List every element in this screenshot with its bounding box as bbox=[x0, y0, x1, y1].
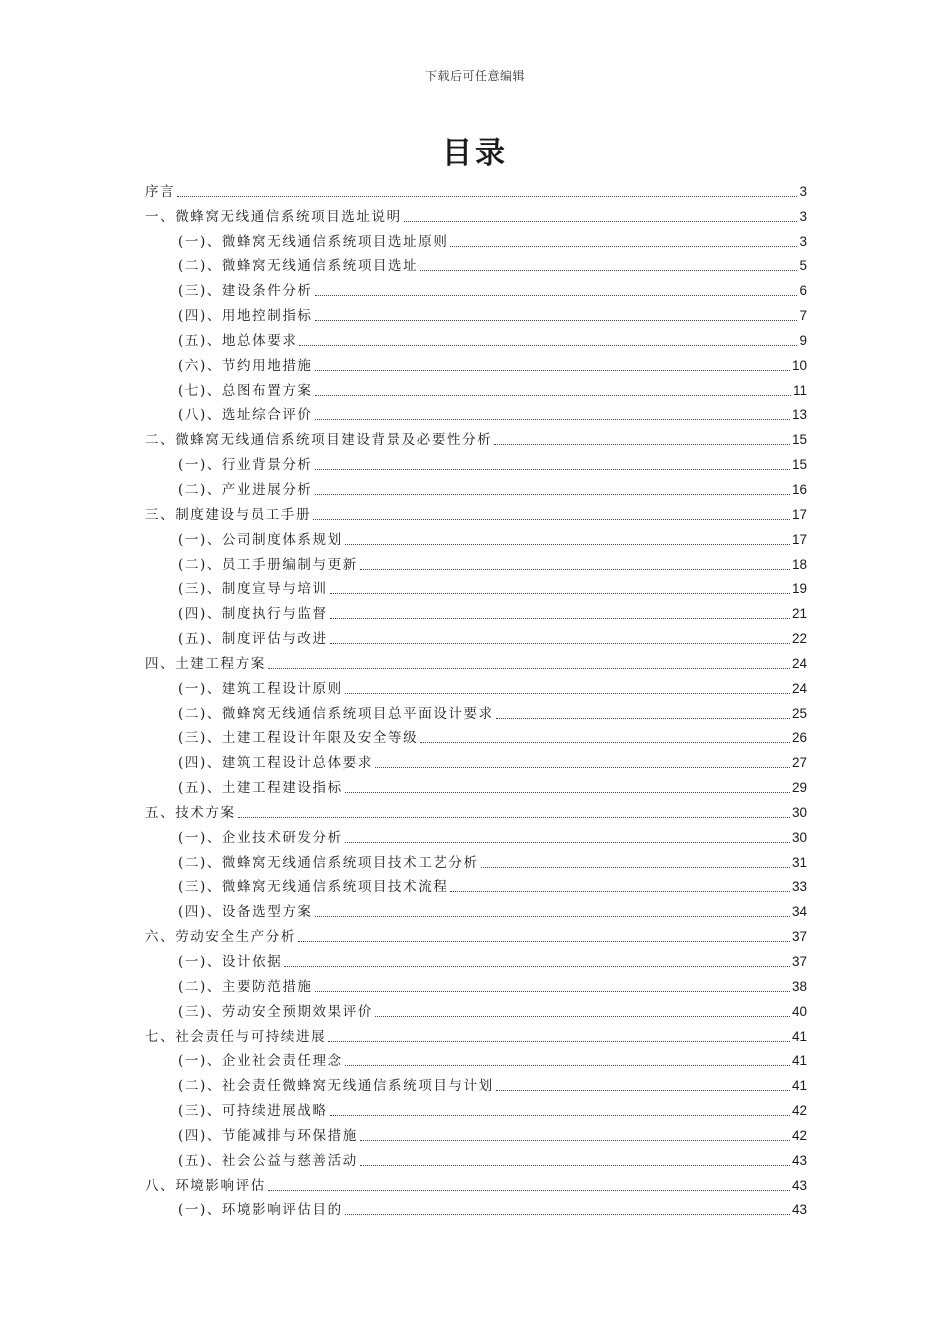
toc-entry[interactable] bbox=[145, 499, 807, 524]
toc-entry[interactable] bbox=[145, 673, 807, 698]
toc-entry-label: 六、劳动安全生产分析 bbox=[145, 929, 296, 946]
toc-entry-label: (七)、总图布置方案 bbox=[178, 382, 313, 399]
toc-entry-label: (三)、制度宣导与培训 bbox=[178, 581, 328, 598]
toc-entry-page-number: 17 bbox=[791, 531, 807, 547]
toc-dot-leader bbox=[238, 817, 790, 818]
toc-entry[interactable] bbox=[145, 375, 807, 400]
toc-dot-leader bbox=[345, 693, 790, 694]
toc-entry[interactable] bbox=[145, 747, 807, 772]
toc-dot-leader bbox=[315, 916, 790, 917]
toc-entry-label: (二)、主要防范措施 bbox=[178, 978, 313, 995]
toc-entry[interactable] bbox=[145, 325, 807, 350]
toc-entry-label: (一)、企业技术研发分析 bbox=[178, 829, 343, 846]
toc-entry-label: (一)、企业社会责任理念 bbox=[178, 1053, 343, 1070]
toc-dot-leader bbox=[268, 1190, 790, 1191]
toc-entry-label: 四、土建工程方案 bbox=[145, 655, 266, 672]
toc-entry[interactable] bbox=[145, 400, 807, 425]
toc-entry[interactable] bbox=[145, 1145, 807, 1170]
toc-dot-leader bbox=[496, 1090, 790, 1091]
toc-entry[interactable] bbox=[145, 921, 807, 946]
toc-entry[interactable] bbox=[145, 896, 807, 921]
toc-dot-leader bbox=[330, 618, 790, 619]
toc-dot-leader bbox=[404, 221, 798, 222]
toc-entry[interactable] bbox=[145, 574, 807, 599]
toc-entry-label: (二)、微蜂窝无线通信系统项目技术工艺分析 bbox=[178, 854, 479, 871]
toc-entry-label: (三)、可持续进展战略 bbox=[178, 1103, 328, 1120]
toc-dot-leader bbox=[315, 395, 791, 396]
toc-dot-leader bbox=[268, 668, 790, 669]
toc-dot-leader bbox=[360, 1165, 790, 1166]
toc-entry-page-number: 21 bbox=[791, 606, 807, 622]
toc-entry-label: (六)、节约用地措施 bbox=[178, 357, 313, 374]
toc-entry-page-number: 17 bbox=[791, 506, 807, 522]
toc-entry[interactable] bbox=[145, 1120, 807, 1145]
toc-entry[interactable] bbox=[145, 201, 807, 226]
toc-entry-page-number: 33 bbox=[791, 879, 807, 895]
toc-entry-page-number: 10 bbox=[791, 357, 807, 373]
toc-dot-leader bbox=[450, 891, 790, 892]
toc-entry[interactable] bbox=[145, 275, 807, 300]
toc-entry[interactable] bbox=[145, 598, 807, 623]
toc-dot-leader bbox=[330, 593, 790, 594]
toc-dot-leader bbox=[420, 270, 797, 271]
toc-entry[interactable] bbox=[145, 226, 807, 251]
toc-entry[interactable] bbox=[145, 1170, 807, 1195]
toc-entry[interactable] bbox=[145, 549, 807, 574]
toc-entry-page-number: 11 bbox=[792, 382, 807, 398]
toc-entry-page-number: 6 bbox=[799, 283, 807, 299]
toc-entry-label: (一)、环境影响评估目的 bbox=[178, 1202, 343, 1219]
toc-entry[interactable] bbox=[145, 971, 807, 996]
toc-entry-page-number: 31 bbox=[791, 854, 807, 870]
toc-entry-label: (二)、产业进展分析 bbox=[178, 481, 313, 498]
toc-entry[interactable] bbox=[145, 1095, 807, 1120]
toc-entry[interactable] bbox=[145, 251, 807, 276]
toc-entry-page-number: 43 bbox=[791, 1177, 807, 1193]
toc-entry[interactable] bbox=[145, 797, 807, 822]
toc-entry-label: (三)、微蜂窝无线通信系统项目技术流程 bbox=[178, 879, 449, 896]
toc-entry[interactable] bbox=[145, 623, 807, 648]
toc-dot-leader bbox=[481, 867, 790, 868]
toc-entry-page-number: 24 bbox=[791, 655, 807, 671]
toc-entry[interactable] bbox=[145, 946, 807, 971]
toc-entry[interactable] bbox=[145, 1195, 807, 1220]
toc-dot-leader bbox=[315, 494, 790, 495]
table-of-contents bbox=[145, 176, 807, 1219]
toc-dot-leader bbox=[496, 718, 790, 719]
toc-entry-label: (一)、公司制度体系规划 bbox=[178, 531, 343, 548]
page-title: 目录 bbox=[442, 136, 508, 171]
toc-entry-label: (一)、设计依据 bbox=[178, 954, 283, 970]
toc-entry-page-number: 42 bbox=[791, 1103, 807, 1119]
toc-entry-label: (二)、社会责任微蜂窝无线通信系统项目与计划 bbox=[178, 1078, 494, 1095]
toc-entry[interactable] bbox=[145, 350, 807, 375]
toc-entry[interactable] bbox=[145, 1070, 807, 1095]
toc-entry-label: (二)、微蜂窝无线通信系统项目选址 bbox=[178, 258, 419, 275]
toc-dot-leader bbox=[345, 1214, 790, 1215]
toc-entry[interactable] bbox=[145, 1046, 807, 1071]
toc-dot-leader bbox=[450, 246, 797, 247]
toc-entry-page-number: 7 bbox=[799, 308, 807, 324]
toc-dot-leader bbox=[315, 320, 798, 321]
toc-dot-leader bbox=[330, 1115, 790, 1116]
toc-dot-leader bbox=[330, 643, 790, 644]
toc-entry[interactable] bbox=[145, 1021, 807, 1046]
toc-entry-label: (三)、建设条件分析 bbox=[178, 283, 313, 300]
toc-dot-leader bbox=[494, 444, 790, 445]
toc-dot-leader bbox=[345, 792, 790, 793]
toc-dot-leader bbox=[328, 1041, 790, 1042]
toc-entry-page-number: 41 bbox=[791, 1078, 807, 1094]
toc-dot-leader bbox=[177, 196, 797, 197]
toc-entry-label: (四)、制度执行与监督 bbox=[178, 606, 328, 623]
toc-entry-page-number: 26 bbox=[791, 730, 807, 746]
toc-entry[interactable] bbox=[145, 524, 807, 549]
toc-entry-page-number: 37 bbox=[791, 929, 807, 945]
toc-entry-page-number: 24 bbox=[791, 680, 807, 696]
toc-entry-label: 三、制度建设与员工手册 bbox=[145, 506, 312, 523]
toc-dot-leader bbox=[345, 842, 790, 843]
toc-dot-leader bbox=[360, 569, 790, 570]
toc-entry-page-number: 30 bbox=[791, 804, 807, 820]
toc-entry-label: (二)、微蜂窝无线通信系统项目总平面设计要求 bbox=[178, 705, 494, 722]
toc-dot-leader bbox=[420, 742, 790, 743]
toc-entry-label: (一)、微蜂窝无线通信系统项目选址原则 bbox=[178, 233, 449, 250]
toc-dot-leader bbox=[315, 991, 790, 992]
toc-entry-page-number: 18 bbox=[791, 556, 807, 572]
toc-entry-label: (八)、选址综合评价 bbox=[178, 407, 313, 424]
toc-entry-label: (一)、行业背景分析 bbox=[178, 457, 313, 474]
toc-entry-label: (四)、建筑工程设计总体要求 bbox=[178, 755, 373, 772]
toc-entry-page-number: 27 bbox=[791, 755, 807, 771]
toc-entry[interactable] bbox=[145, 449, 807, 474]
toc-entry-label: (五)、社会公益与慈善活动 bbox=[178, 1152, 358, 1169]
toc-dot-leader bbox=[375, 1016, 790, 1017]
toc-dot-leader bbox=[315, 295, 798, 296]
toc-entry-page-number: 37 bbox=[791, 954, 807, 969]
toc-entry[interactable] bbox=[145, 300, 807, 325]
toc-entry[interactable] bbox=[145, 698, 807, 723]
toc-entry-page-number: 5 bbox=[799, 258, 807, 274]
toc-dot-leader bbox=[315, 469, 790, 470]
toc-entry-label: (一)、建筑工程设计原则 bbox=[178, 680, 343, 697]
toc-entry-page-number: 38 bbox=[791, 978, 807, 994]
toc-entry-page-number: 3 bbox=[799, 208, 807, 224]
toc-entry-page-number: 29 bbox=[791, 780, 807, 796]
toc-entry-page-number: 3 bbox=[799, 183, 807, 199]
toc-dot-leader bbox=[360, 1140, 790, 1141]
toc-dot-leader bbox=[284, 966, 790, 967]
toc-dot-leader bbox=[315, 370, 790, 371]
toc-entry-page-number: 42 bbox=[791, 1127, 807, 1143]
toc-entry[interactable] bbox=[145, 996, 807, 1021]
toc-entry[interactable] bbox=[145, 847, 807, 872]
toc-entry[interactable] bbox=[145, 474, 807, 499]
toc-entry-page-number: 13 bbox=[791, 407, 807, 423]
toc-dot-leader bbox=[345, 544, 790, 545]
toc-entry-label: 八、环境影响评估 bbox=[145, 1177, 266, 1194]
toc-entry-label: (四)、节能减排与环保措施 bbox=[178, 1127, 358, 1144]
toc-dot-leader bbox=[299, 345, 797, 346]
toc-entry-page-number: 40 bbox=[791, 1003, 807, 1019]
toc-entry[interactable] bbox=[145, 822, 807, 847]
toc-entry[interactable] bbox=[145, 176, 807, 201]
toc-dot-leader bbox=[345, 1065, 790, 1066]
toc-entry-page-number: 15 bbox=[791, 457, 807, 473]
toc-entry-page-number: 43 bbox=[791, 1152, 807, 1168]
toc-entry-label: (五)、制度评估与改进 bbox=[178, 631, 328, 648]
toc-entry[interactable] bbox=[145, 772, 807, 797]
toc-entry-page-number: 15 bbox=[791, 432, 807, 448]
toc-entry-page-number: 22 bbox=[791, 631, 807, 647]
toc-entry-label: 五、技术方案 bbox=[145, 804, 236, 821]
toc-entry[interactable] bbox=[145, 723, 807, 748]
toc-entry-page-number: 34 bbox=[791, 904, 807, 920]
toc-entry-page-number: 16 bbox=[791, 481, 807, 497]
toc-entry-label: 二、微蜂窝无线通信系统项目建设背景及必要性分析 bbox=[145, 432, 493, 449]
toc-entry-page-number: 25 bbox=[791, 705, 807, 721]
toc-entry-label: 七、社会责任与可持续进展 bbox=[145, 1028, 327, 1045]
toc-entry-label: (五)、地总体要求 bbox=[178, 332, 298, 349]
toc-entry-label: 一、微蜂窝无线通信系统项目选址说明 bbox=[145, 208, 402, 225]
toc-entry[interactable] bbox=[145, 424, 807, 449]
toc-entry-page-number: 43 bbox=[791, 1202, 807, 1218]
toc-dot-leader bbox=[315, 419, 790, 420]
toc-entry-label: (四)、设备选型方案 bbox=[178, 904, 313, 921]
toc-entry-label: (二)、员工手册编制与更新 bbox=[178, 556, 358, 573]
toc-entry-page-number: 19 bbox=[791, 581, 807, 597]
toc-entry-label: (三)、土建工程设计年限及安全等级 bbox=[178, 730, 419, 747]
toc-entry-page-number: 3 bbox=[799, 233, 807, 249]
toc-entry-label: (四)、用地控制指标 bbox=[178, 308, 313, 325]
toc-entry-page-number: 9 bbox=[799, 332, 807, 348]
toc-dot-leader bbox=[313, 519, 790, 520]
toc-entry-page-number: 30 bbox=[791, 829, 807, 845]
toc-entry[interactable] bbox=[145, 648, 807, 673]
toc-dot-leader bbox=[298, 941, 790, 942]
toc-entry-label: (三)、劳动安全预期效果评价 bbox=[178, 1003, 373, 1020]
toc-entry[interactable] bbox=[145, 872, 807, 897]
toc-entry-page-number: 41 bbox=[791, 1028, 807, 1044]
toc-entry-label: (五)、土建工程建设指标 bbox=[178, 780, 343, 797]
page-header: 下载后可任意编辑 bbox=[424, 69, 525, 83]
toc-entry-page-number: 41 bbox=[791, 1053, 807, 1069]
toc-dot-leader bbox=[375, 767, 790, 768]
toc-entry-label: 序言 bbox=[145, 183, 176, 200]
